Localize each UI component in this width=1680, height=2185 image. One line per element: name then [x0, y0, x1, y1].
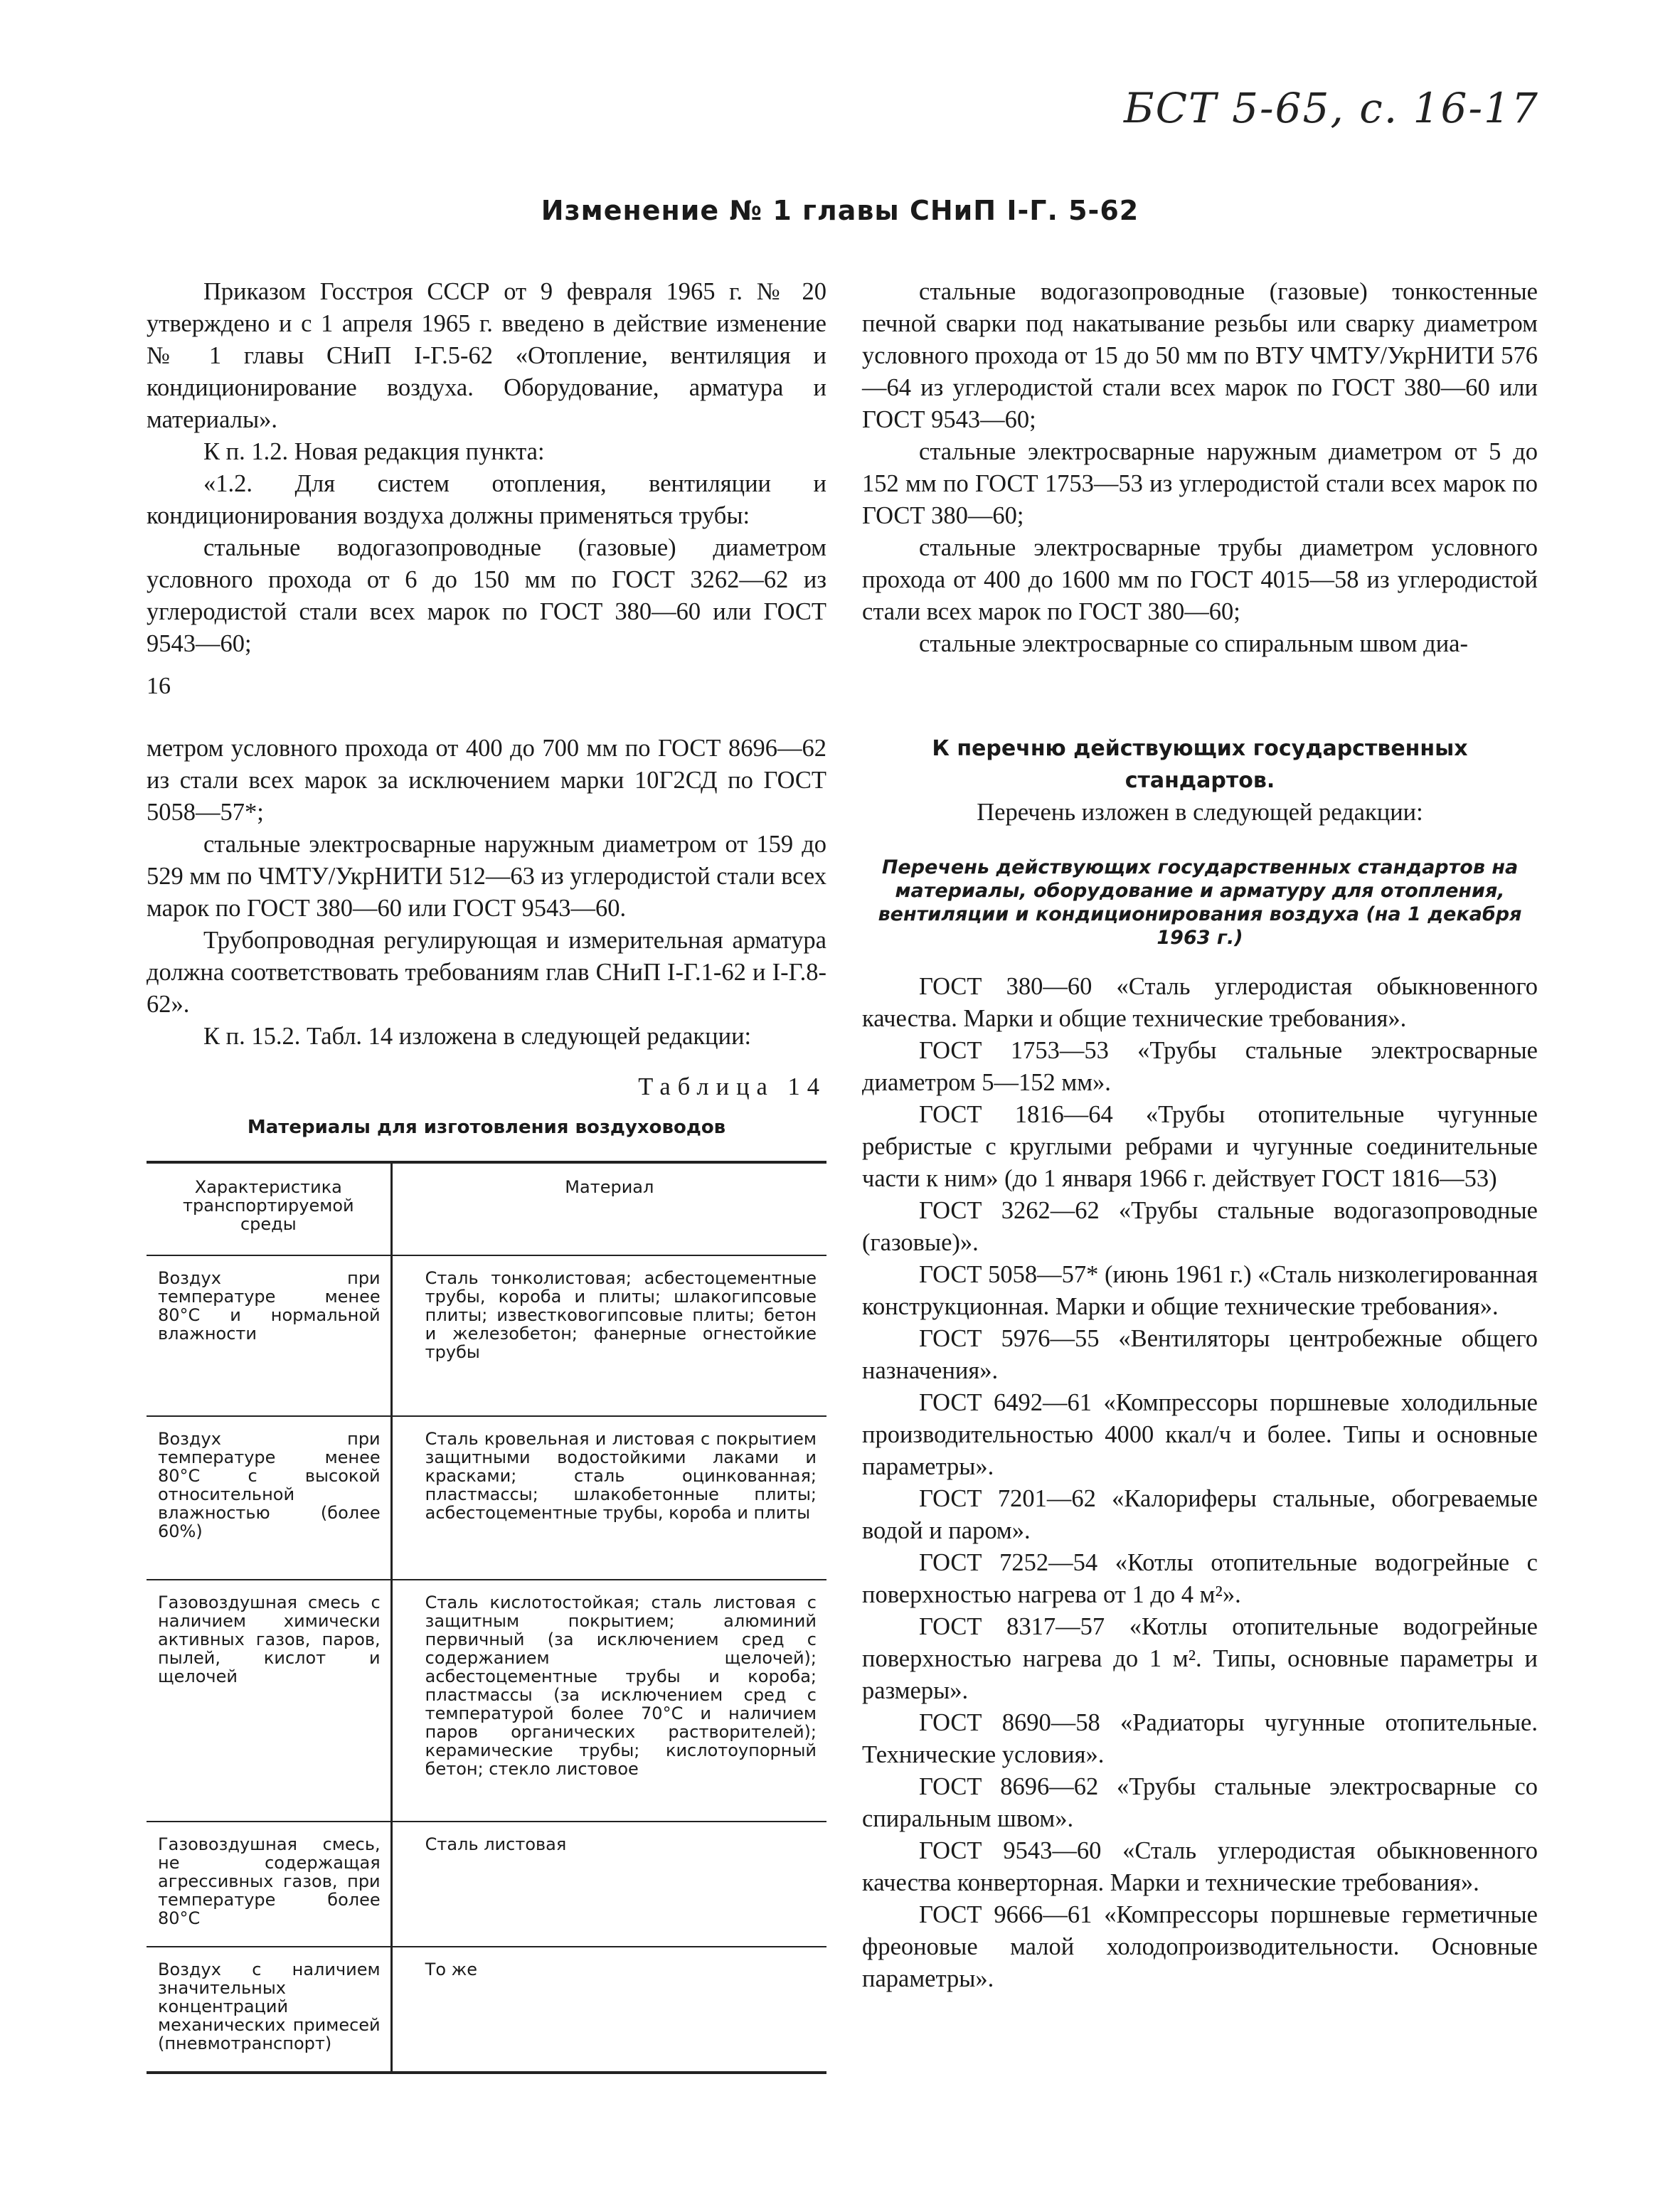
- section-heading: К перечню действующих государственных стандартов.: [932, 736, 1468, 793]
- standard-entry: ГОСТ 380—60 «Сталь углеродистая обыкновенного качества. Марки и общие технические требования».: [862, 973, 1538, 1032]
- table-cell-medium: Газовоздушная смесь с наличием химически активных газов, паров, пылей, кислот и щелочей: [147, 1580, 391, 1822]
- standard-entry: ГОСТ 8696—62 «Трубы стальные электросварные со спиральным швом».: [862, 1773, 1538, 1832]
- table-header-material: Материал: [391, 1162, 826, 1255]
- table-cell-material: То же: [391, 1947, 826, 2073]
- standard-entry: ГОСТ 1816—64 «Трубы отопительные чугунные ребристые с круглыми ребрами и чугунные соединительные части к ним» (до 1 января 1966 г. действует ГОСТ 1816—53): [862, 1101, 1538, 1192]
- standard-entry: ГОСТ 7201—62 «Калориферы стальные, обогреваемые водой и паром».: [862, 1485, 1538, 1544]
- handwritten-reference-note: БСТ 5-65, с. 16-17: [1124, 84, 1539, 132]
- section-intro: Перечень изложен в следующей редакции:: [977, 799, 1423, 826]
- table-cell-medium: Воздух при температуре менее 80°С с высокой относительной влажностью (более 60%): [147, 1416, 391, 1580]
- paragraph: Трубопроводная регулирующая и измерительная арматура должна соответствовать требованиям глав СНиП I-Г.1-62 и I-Г.8-62».: [147, 927, 826, 1018]
- table-row: [147, 1580, 826, 1822]
- paragraph: стальные электросварные трубы диаметром условного прохода от 400 до 1600 мм по ГОСТ 4015—58 из углеродистой стали всех марок по ГОСТ 380—60;: [862, 534, 1538, 625]
- table-header-medium: Характеристика транспортируемой среды: [147, 1162, 391, 1255]
- paragraph: К п. 1.2. Новая редакция пункта:: [203, 438, 545, 465]
- standard-entry: ГОСТ 9543—60 «Сталь углеродистая обыкновенного качества конверторная. Марки и технические требования».: [862, 1837, 1538, 1896]
- table-cell-medium: Газовоздушная смесь, не содержащая агрессивных газов, при температуре более 80°С: [147, 1822, 391, 1947]
- standards-list-title-text: Перечень действующих государственных стандартов на материалы, оборудование и арматуру для отопления, вентиляции и кондиционирования воздуха (на 1 декабря 1963 г.): [878, 856, 1522, 949]
- standard-entry: ГОСТ 9666—61 «Компрессоры поршневые герметичные фреоновые малой холодопроизводительности. Основные параметры».: [862, 1901, 1538, 1992]
- table-cell-material: Сталь листовая: [391, 1822, 826, 1947]
- materials-table: [147, 1161, 826, 2074]
- paragraph: стальные водогазопроводные (газовые) диаметром условного прохода от 6 до 150 мм по ГОСТ 3262—62 из углеродистой стали всех марок по ГОСТ 380—60 или ГОСТ 9543—60;: [147, 534, 826, 657]
- paragraph: стальные электросварные наружным диаметром от 5 до 152 мм по ГОСТ 1753—53 из углеродистой стали всех марок по ГОСТ 380—60;: [862, 438, 1538, 529]
- column-lower-left: [147, 733, 826, 2074]
- standard-entry: ГОСТ 6492—61 «Компрессоры поршневые холодильные производительностью 4000 ккал/ч и более. Типы и основные параметры».: [862, 1389, 1538, 1480]
- table-header-row: [147, 1162, 826, 1255]
- paragraph: К п. 15.2. Табл. 14 изложена в следующей редакции:: [203, 1023, 752, 1050]
- standard-entry: ГОСТ 5058—57* (июнь 1961 г.) «Сталь низколегированная конструкционная. Марки и общие технические требования».: [862, 1261, 1538, 1320]
- column-upper-left: [147, 276, 826, 660]
- paragraph: метром условного прохода от 400 до 700 мм по ГОСТ 8696—62 из стали всех марок за исключением марки 10Г2СД по ГОСТ 5058—57*;: [147, 735, 826, 826]
- standard-entry: ГОСТ 8317—57 «Котлы отопительные водогрейные поверхностью нагрева до 1 м². Типы, основные параметры и размеры».: [862, 1613, 1538, 1704]
- column-upper-right: [862, 276, 1538, 660]
- standard-entry: ГОСТ 3262—62 «Трубы стальные водогазопроводные (газовые)».: [862, 1197, 1538, 1256]
- table-cell-medium: Воздух с наличием значительных концентраций механических примесей (пневмотранспорт): [147, 1947, 391, 2073]
- paragraph: «1.2. Для систем отопления, вентиляции и кондиционирования воздуха должны применяться трубы:: [147, 470, 826, 529]
- table-row: [147, 1822, 826, 1947]
- column-lower-right: [862, 733, 1538, 1995]
- standard-entry: ГОСТ 7252—54 «Котлы отопительные водогрейные с поверхностью нагрева от 1 до 4 м²».: [862, 1549, 1538, 1608]
- table-label: Таблица 14: [638, 1073, 826, 1100]
- paragraph: стальные электросварные наружным диаметром от 159 до 529 мм по ЧМТУ/УкрНИТИ 512—63 из углеродистой стали всех марок по ГОСТ 380—60 или ГОСТ 9543—60.: [147, 831, 826, 922]
- page-number: 16: [147, 673, 171, 699]
- standard-entry: ГОСТ 1753—53 «Трубы стальные электросварные диаметром 5—152 мм».: [862, 1037, 1538, 1096]
- paragraph: стальные водогазопроводные (газовые) тонкостенные печной сварки под накатывание резьбы или сварку диаметром условного прохода от 15 до 50 мм по ВТУ ЧМТУ/УкрНИТИ 576—64 из углеродистой стали всех марок по ГОСТ 380—60 или ГОСТ 9543—60;: [862, 278, 1538, 433]
- table-row: [147, 1947, 826, 2073]
- standard-entry: ГОСТ 8690—58 «Радиаторы чугунные отопительные. Технические условия».: [862, 1709, 1538, 1768]
- table-row: [147, 1416, 826, 1580]
- standards-list-title: [862, 856, 1538, 950]
- table-cell-medium: Воздух при температуре менее 80°С и нормальной влажности: [147, 1255, 391, 1416]
- page-title: Изменение № 1 главы СНиП I-Г. 5-62: [541, 195, 1139, 226]
- table-cell-material: Сталь кислотостойкая; сталь листовая с защитным покрытием; алюминий первичный (за исключением сред с содержанием щелочей); асбестоцементные трубы и короба; пластмассы (за исключением сред с температурой более 70°С и наличием паров органических растворителей); керамические трубы; кислотоупорный бетон; стекло листовое: [391, 1580, 826, 1822]
- paragraph: стальные электросварные со спиральным швом диа-: [919, 630, 1468, 657]
- table-cell-material: Сталь кровельная и листовая с покрытием защитными водостойкими лаками и красками; сталь оцинкованная; пластмассы; шлакобетонные плиты; асбестоцементные трубы, короба и плиты: [391, 1416, 826, 1580]
- table-cell-material: Сталь тонколистовая; асбестоцементные трубы, короба и плиты; шлакогипсовые плиты; известковогипсовые плиты; бетон и железобетон; фанерные огнестойкие трубы: [391, 1255, 826, 1416]
- table-title: Материалы для изготовления воздуховодов: [247, 1117, 726, 1138]
- table-row: [147, 1255, 826, 1416]
- paragraph: Приказом Госстроя СССР от 9 февраля 1965 г. № 20 утверждено и с 1 апреля 1965 г. введено в действие изменение № 1 главы СНиП I-Г.5-62 «Отопление, вентиляция и кондиционирование воздуха. Оборудование, арматура и материалы».: [147, 278, 826, 433]
- standard-entry: ГОСТ 5976—55 «Вентиляторы центробежные общего назначения».: [862, 1325, 1538, 1384]
